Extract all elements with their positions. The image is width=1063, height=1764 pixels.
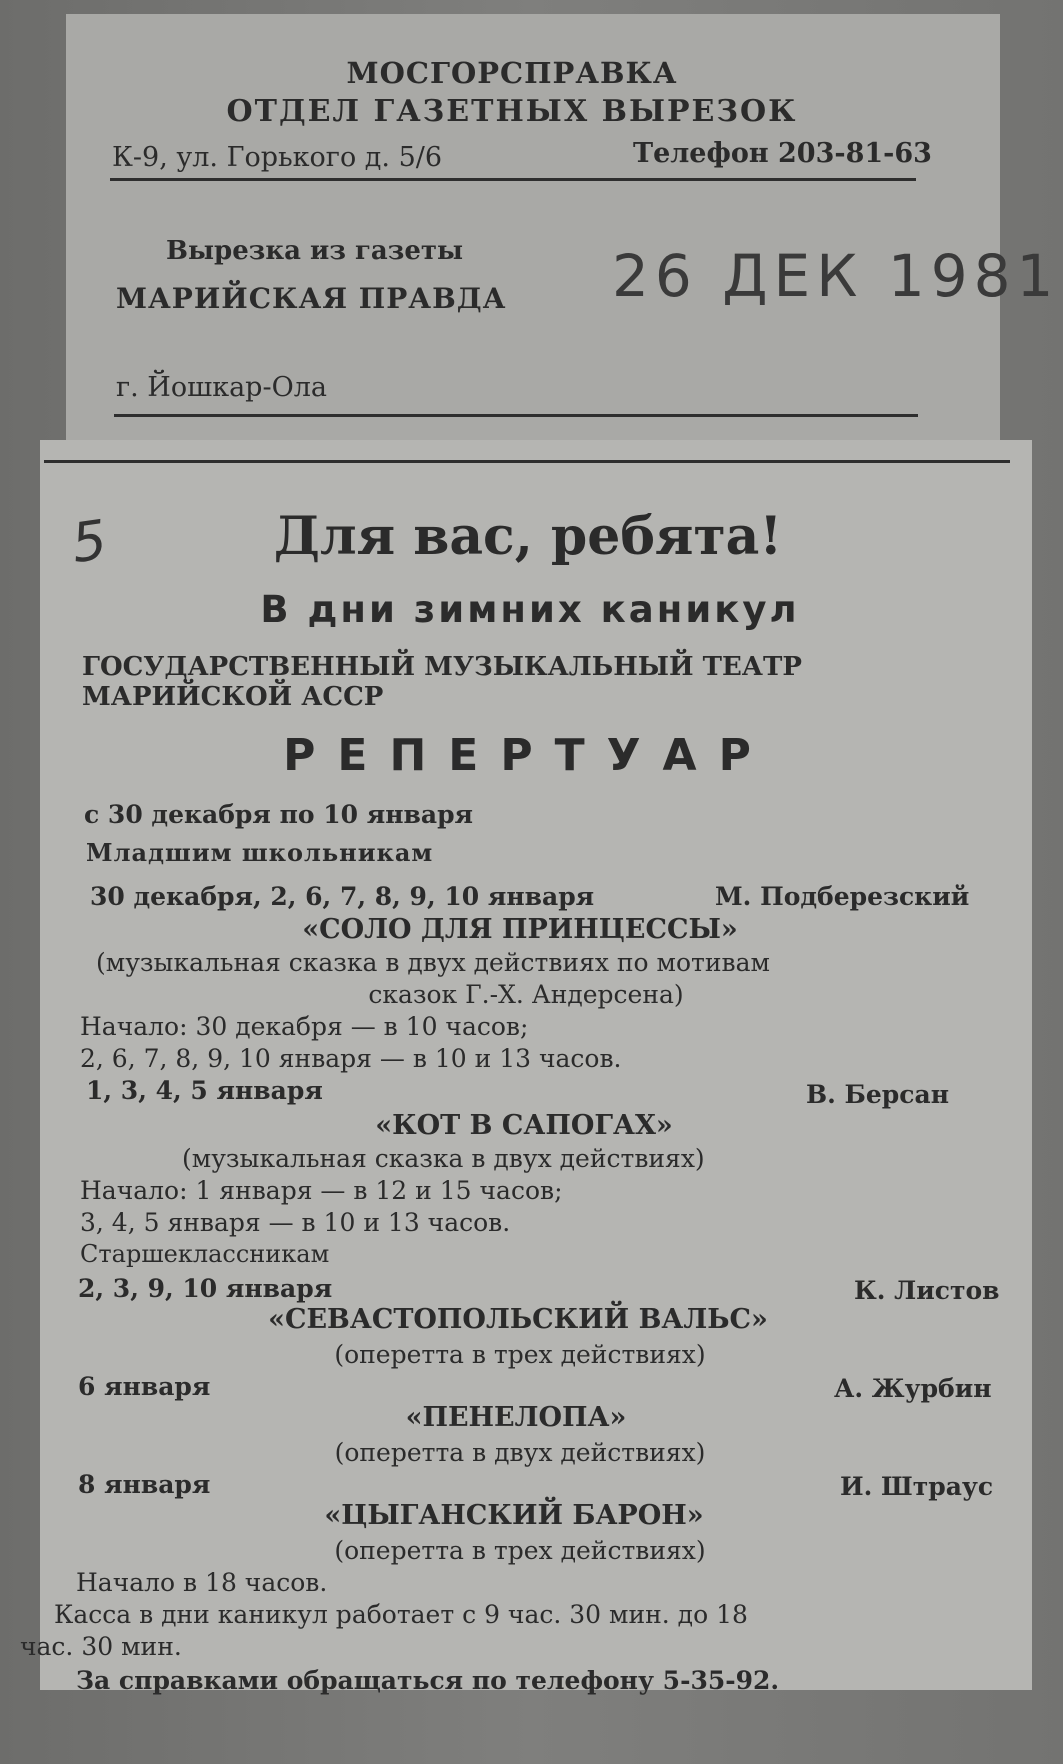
show2-title: «КОТ В САПОГАХ»: [375, 1110, 673, 1141]
show1-title: «СОЛО ДЛЯ ПРИНЦЕССЫ»: [302, 914, 738, 945]
show4-author: А. Журбин: [834, 1374, 992, 1403]
article-subtitle: В дни зимних каникул: [260, 588, 800, 631]
show5-desc: (оперетта в трех действиях): [334, 1536, 706, 1565]
show3-title: «СЕВАСТОПОЛЬСКИЙ ВАЛЬС»: [268, 1304, 768, 1335]
period-line: с 30 декабря по 10 января: [84, 800, 474, 829]
show4-dates: 6 января: [78, 1372, 211, 1401]
org-name: МОСГОРСПРАВКА: [346, 56, 678, 90]
show3-desc: (оперетта в трех действиях): [334, 1340, 706, 1369]
box-office-line2: час. 30 мин.: [20, 1632, 182, 1661]
agency-address: К-9, ул. Горького д. 5/6: [112, 142, 443, 173]
show2-author: В. Берсан: [806, 1080, 950, 1109]
seniors-heading: Старшеклассникам: [80, 1240, 330, 1268]
show2-desc: (музыкальная сказка в двух действиях): [182, 1144, 705, 1173]
show1-author: М. Подберезский: [715, 882, 970, 911]
show2-start-line2: 3, 4, 5 января — в 10 и 13 часов.: [80, 1208, 511, 1237]
date-stamp: 26 ДЕК 1981: [612, 242, 1060, 310]
show5-dates: 8 января: [78, 1470, 211, 1499]
show1-desc-line2: сказок Г.-Х. Андерсена): [368, 980, 684, 1009]
show4-desc: (оперетта в двух действиях): [334, 1438, 706, 1467]
show1-start-line2: 2, 6, 7, 8, 9, 10 января — в 10 и 13 часов.: [80, 1044, 622, 1073]
header-divider-bottom: [114, 414, 918, 417]
show4-title: «ПЕНЕЛОПА»: [405, 1402, 627, 1433]
show1-dates: 30 декабря, 2, 6, 7, 8, 9, 10 января: [90, 882, 595, 911]
article-title: Для вас, ребята!: [273, 506, 783, 567]
show2-dates: 1, 3, 4, 5 января: [86, 1076, 323, 1105]
juniors-heading: Младшим школьникам: [86, 838, 434, 867]
handwritten-mark: 5: [67, 507, 111, 576]
dept-name: ОТДЕЛ ГАЗЕТНЫХ ВЫРЕЗОК: [226, 94, 798, 129]
info-phone-line: За справками обращаться по телефону 5-35-92.: [76, 1666, 780, 1695]
show2-start-line1: Начало: 1 января — в 12 и 15 часов;: [80, 1176, 563, 1205]
header-divider-top: [110, 178, 916, 181]
city-name: г. Йошкар-Ола: [116, 372, 327, 403]
show5-title: «ЦЫГАНСКИЙ БАРОН»: [324, 1500, 704, 1531]
box-office-line1: Касса в дни каникул работает с 9 час. 30 мин. до 18: [54, 1600, 748, 1629]
show3-dates: 2, 3, 9, 10 января: [78, 1274, 333, 1303]
clip-from-label: Вырезка из газеты: [166, 236, 464, 266]
clipping-top-rule: [44, 460, 1010, 463]
repertoire-heading: РЕПЕРТУАР: [283, 730, 773, 781]
show5-author: И. Штраус: [840, 1472, 994, 1501]
theater-name-line1: ГОСУДАРСТВЕННЫЙ МУЗЫКАЛЬНЫЙ ТЕАТР: [82, 652, 802, 682]
show1-start-line1: Начало: 30 декабря — в 10 часов;: [80, 1012, 529, 1041]
show3-author: К. Листов: [854, 1276, 1000, 1305]
newspaper-name: МАРИЙСКАЯ ПРАВДА: [116, 282, 507, 315]
agency-phone: Телефон 203-81-63: [633, 138, 932, 169]
theater-name-line2: МАРИЙСКОЙ АССР: [82, 682, 384, 712]
show1-desc-line1: (музыкальная сказка в двух действиях по мотивам: [96, 948, 770, 977]
start-time-all: Начало в 18 часов.: [76, 1568, 328, 1597]
